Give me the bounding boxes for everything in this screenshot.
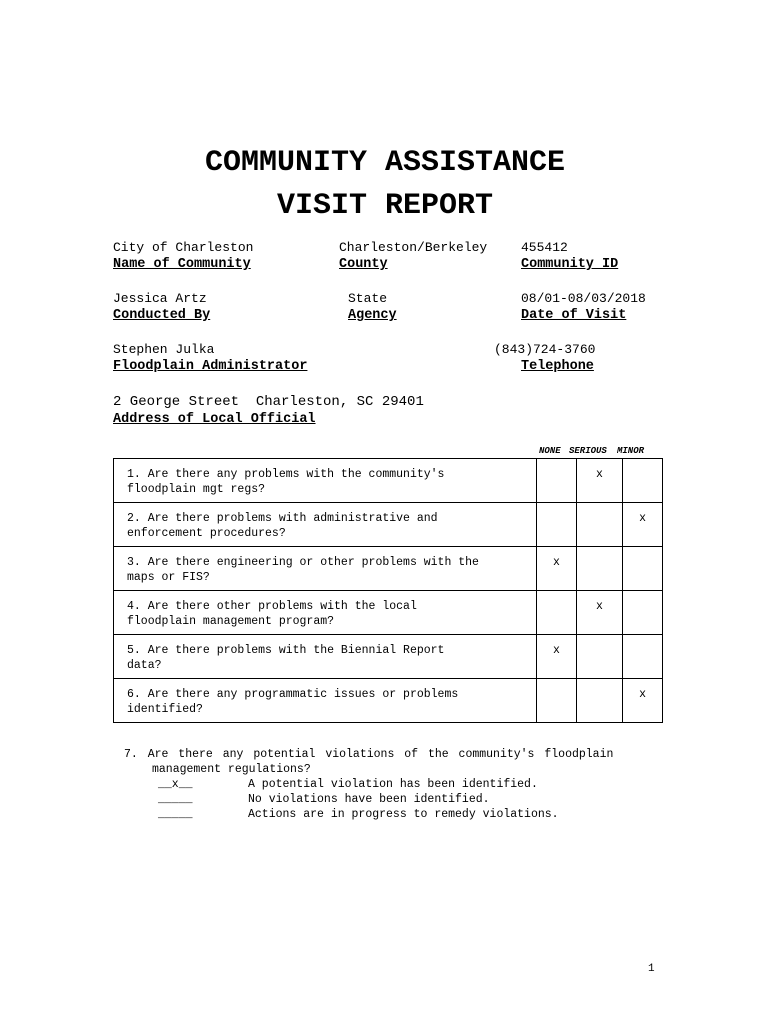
serious-mark: [576, 679, 622, 723]
address-value: 2 George Street Charleston, SC 29401: [113, 394, 424, 410]
floodplain-admin-value: Stephen Julka: [113, 342, 215, 357]
question-line: maps or FIS?: [127, 570, 210, 584]
option-blank: __x__: [158, 778, 193, 791]
community-name-value: City of Charleston: [113, 240, 254, 255]
address-label: Address of Local Official: [113, 412, 316, 427]
community-name-label: Name of Community: [113, 257, 251, 272]
page-number: 1: [648, 963, 655, 975]
none-mark: [537, 459, 577, 503]
column-header-minor: MINOR: [617, 446, 645, 456]
community-id-value: 455412: [521, 240, 568, 255]
question-line: identified?: [127, 702, 203, 716]
question-line: data?: [127, 658, 162, 672]
question-line: floodplain mgt regs?: [127, 482, 266, 496]
none-mark: [537, 503, 577, 547]
table-row: [114, 547, 663, 591]
question-7-line-2: management regulations?: [152, 763, 311, 776]
conducted-by-value: Jessica Artz: [113, 291, 207, 306]
report-title: [0, 142, 770, 228]
date-of-visit-value: 08/01-08/03/2018: [521, 291, 646, 306]
option-text: No violations have been identified.: [248, 793, 490, 806]
none-mark: [537, 679, 577, 723]
questions-table: [113, 458, 663, 723]
conducted-by-label: Conducted By: [113, 308, 211, 323]
table-row: [114, 679, 663, 723]
floodplain-admin-label: Floodplain Administrator: [113, 359, 308, 374]
column-header-serious: SERIOUS: [569, 446, 607, 456]
serious-mark: x: [576, 459, 622, 503]
table-row: [114, 635, 663, 679]
question-line: 4. Are there other problems with the local: [127, 600, 417, 613]
question-7-option: [124, 777, 613, 792]
serious-mark: [576, 635, 622, 679]
question-line: floodplain management program?: [127, 614, 335, 628]
minor-mark: x: [623, 679, 663, 723]
minor-mark: [623, 635, 663, 679]
table-row: [114, 591, 663, 635]
table-row: [114, 503, 663, 547]
serious-mark: x: [576, 591, 622, 635]
option-text: A potential violation has been identified.: [248, 778, 538, 791]
question-cell: [114, 547, 537, 591]
community-id-label: Community ID: [521, 257, 619, 272]
minor-mark: [623, 547, 663, 591]
question-line: 1. Are there any problems with the community's: [127, 468, 445, 481]
telephone-label: Telephone: [521, 359, 594, 374]
serious-mark: [576, 503, 622, 547]
county-value: Charleston/Berkeley: [339, 240, 488, 255]
question-cell: [114, 503, 537, 547]
question-line: enforcement procedures?: [127, 526, 286, 540]
title-line-1: COMMUNITY ASSISTANCE: [204, 146, 566, 180]
table-row: [114, 459, 663, 503]
column-header-none: NONE: [539, 446, 561, 456]
question-cell: [114, 635, 537, 679]
option-text: Actions are in progress to remedy violations.: [248, 808, 559, 821]
option-blank: _____: [158, 808, 193, 821]
question-cell: [114, 459, 537, 503]
minor-mark: [623, 459, 663, 503]
question-cell: [114, 591, 537, 635]
none-mark: [537, 591, 577, 635]
question-7-option: [124, 792, 613, 807]
question-line: 5. Are there problems with the Biennial Report: [127, 644, 445, 657]
agency-value: State: [348, 291, 388, 306]
question-7-line-1: 7. Are there any potential violations of the community's floodplain: [124, 748, 614, 761]
county-label: County: [339, 257, 388, 272]
question-line: 2. Are there problems with administrative and: [127, 512, 438, 525]
serious-mark: [576, 547, 622, 591]
question-line: 6. Are there any programmatic issues or problems: [127, 688, 459, 701]
date-of-visit-label: Date of Visit: [521, 308, 627, 323]
question-cell: [114, 679, 537, 723]
option-blank: _____: [158, 793, 193, 806]
telephone-value: (843)724-3760: [494, 342, 596, 357]
minor-mark: x: [623, 503, 663, 547]
question-line: 3. Are there engineering or other problems with the: [127, 556, 479, 569]
title-line-2: VISIT REPORT: [276, 189, 494, 223]
minor-mark: [623, 591, 663, 635]
agency-label: Agency: [348, 308, 397, 323]
question-7: [124, 747, 613, 822]
question-7-option: [124, 807, 613, 822]
none-mark: x: [537, 547, 577, 591]
none-mark: x: [537, 635, 577, 679]
